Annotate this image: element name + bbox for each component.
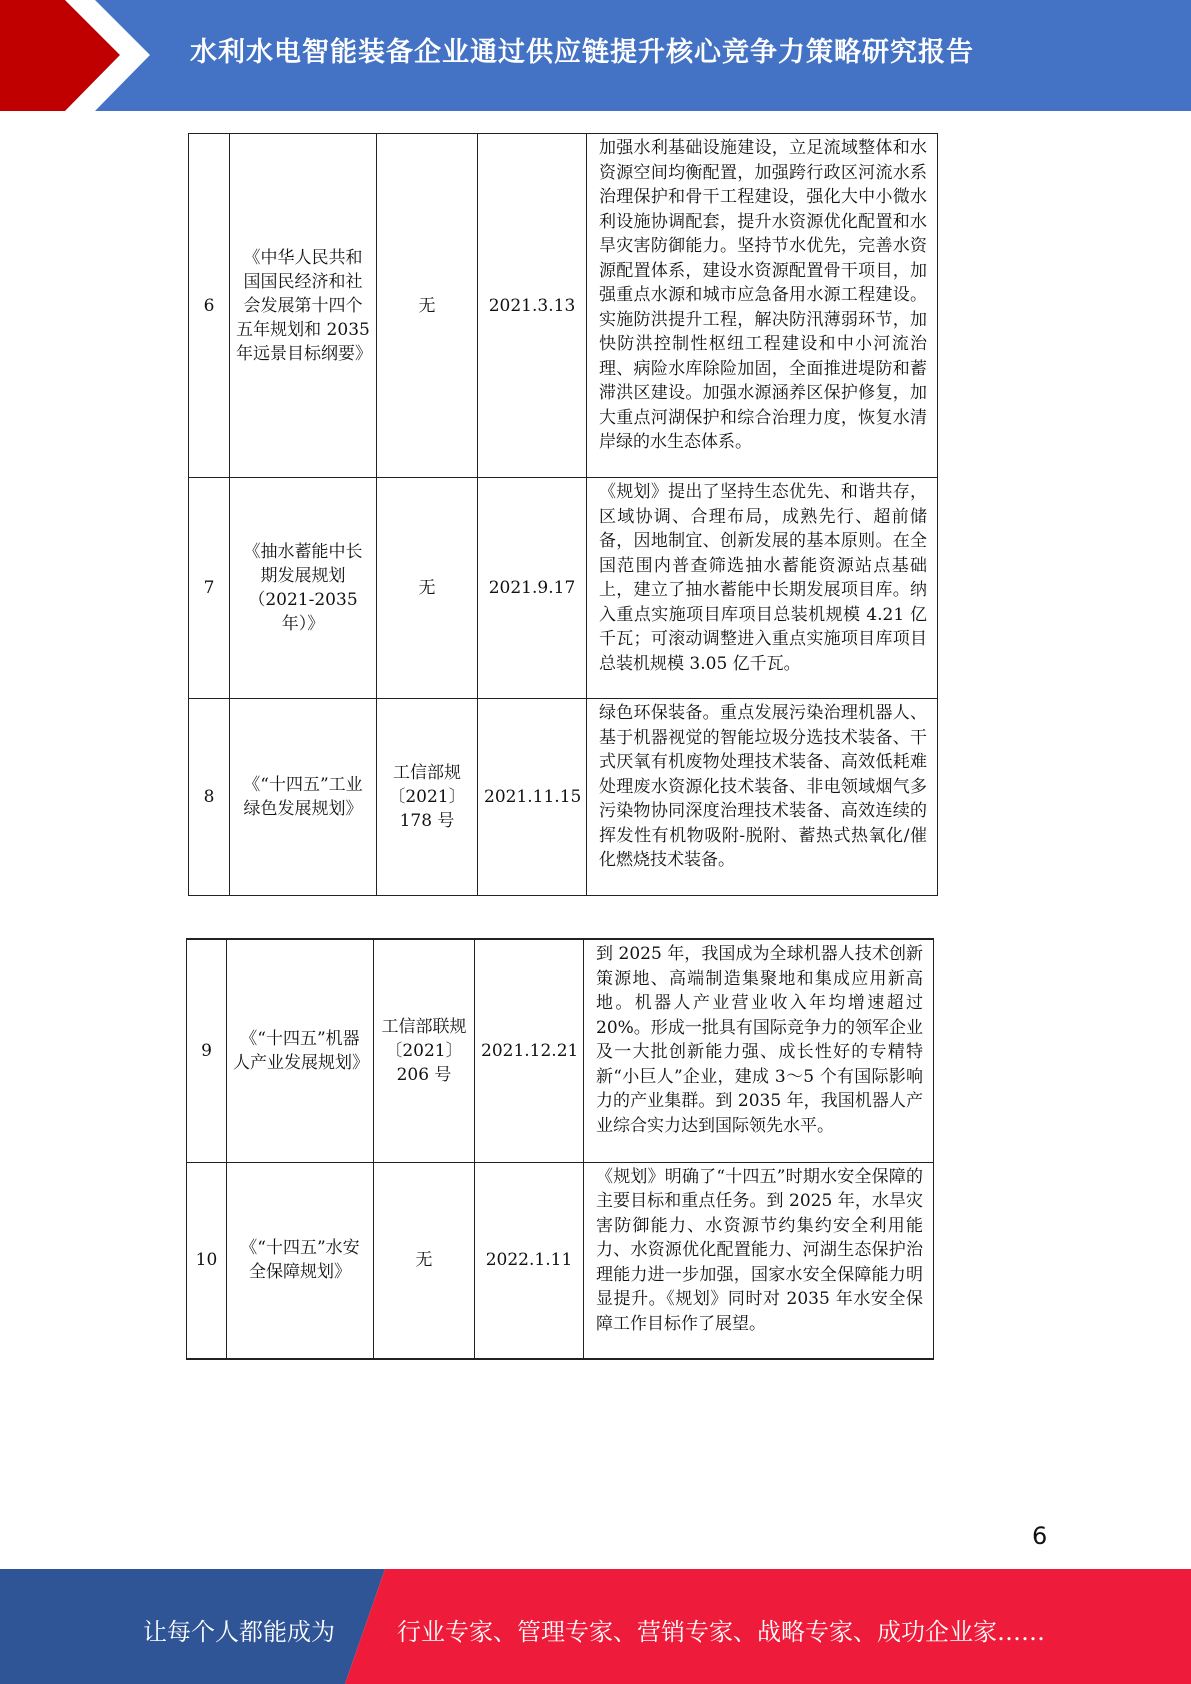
row-number: 7 xyxy=(189,478,230,699)
document-title: 水利水电智能装备企业通过供应链提升核心竞争力策略研究报告 xyxy=(190,37,974,68)
document-number: 无 xyxy=(377,478,478,699)
issue-date: 2021.9.17 xyxy=(478,478,587,699)
page-header xyxy=(0,0,1191,111)
table-row xyxy=(187,939,934,1162)
table-row xyxy=(189,699,938,896)
footer-slogan-left: 让每个人都能成为 xyxy=(143,1618,335,1646)
row-number: 6 xyxy=(189,134,230,478)
issue-date: 2021.3.13 xyxy=(478,134,587,478)
table-row xyxy=(187,1162,934,1359)
row-number: 9 xyxy=(187,939,227,1162)
footer-slogan-right: 行业专家、管理专家、营销专家、战略专家、成功企业家…… xyxy=(397,1618,1045,1646)
page-number: 6 xyxy=(1032,1522,1048,1550)
document-number: 无 xyxy=(374,1162,475,1359)
table-row xyxy=(189,134,938,478)
policy-content: 《规划》明确了“十四五”时期水安全保障的主要目标和重点任务。到 2025 年，水旱灾害防御能力、水资源节约集约安全利用能力、水资源优化配置能力、河湖生态保护治理能力进一步加强，国家水安全保障能力明显提升。《规划》同时对 2035 年水安全保障工作目标作了展望。 xyxy=(584,1162,934,1359)
page-footer xyxy=(0,1569,1191,1684)
policy-name: 《“十四五”水安全保障规划》 xyxy=(227,1162,374,1359)
policy-content: 加强水利基础设施建设，立足流域整体和水资源空间均衡配置，加强跨行政区河流水系治理保护和骨干工程建设，强化大中小微水利设施协调配套，提升水资源优化配置和水旱灾害防御能力。坚持节水优先，完善水资源配置体系，建设水资源配置骨干项目，加强重点水源和城市应急备用水源工程建设。实施防洪提升工程，解决防汛薄弱环节，加快防洪控制性枢纽工程建设和中小河流治理、病险水库除险加固，全面推进堤防和蓄滞洪区建设。加强水源涵养区保护修复，加大重点河湖保护和综合治理力度，恢复水清岸绿的水生态体系。 xyxy=(587,134,938,478)
issue-date: 2021.12.21 xyxy=(475,939,584,1162)
table-row xyxy=(189,478,938,699)
policy-table-part-1 xyxy=(188,133,938,896)
policy-name: 《中华人民共和国国民经济和社会发展第十四个五年规划和 2035 年远景目标纲要》 xyxy=(230,134,377,478)
policy-table-part-2 xyxy=(186,938,934,1360)
document-number: 工信部联规〔2021〕206 号 xyxy=(374,939,475,1162)
row-number: 10 xyxy=(187,1162,227,1359)
policy-name: 《“十四五”机器人产业发展规划》 xyxy=(227,939,374,1162)
document-number: 无 xyxy=(377,134,478,478)
issue-date: 2021.11.15 xyxy=(478,699,587,896)
issue-date: 2022.1.11 xyxy=(475,1162,584,1359)
document-number: 工信部规〔2021〕178 号 xyxy=(377,699,478,896)
policy-content: 到 2025 年，我国成为全球机器人技术创新策源地、高端制造集聚地和集成应用新高地。机器人产业营业收入年均增速超过 20%。形成一批具有国际竞争力的领军企业及一大批创新能力强、成长性好的专精特新“小巨人”企业，建成 3～5 个有国际影响力的产业集群。到 2035 年，我国机器人产业综合实力达到国际领先水平。 xyxy=(584,939,934,1162)
policy-name: 《“十四五”工业绿色发展规划》 xyxy=(230,699,377,896)
policy-content: 绿色环保装备。重点发展污染治理机器人、基于机器视觉的智能垃圾分选技术装备、干式厌氧有机废物处理技术装备、高效低耗难处理废水资源化技术装备、非电领域烟气多污染物协同深度治理技术装备、高效连续的挥发性有机物吸附-脱附、蓄热式热氧化/催化燃烧技术装备。 xyxy=(587,699,938,896)
policy-name: 《抽水蓄能中长期发展规划（2021-2035年）》 xyxy=(230,478,377,699)
policy-content: 《规划》提出了坚持生态优先、和谐共存，区域协调、合理布局，成熟先行、超前储备，因地制宜、创新发展的基本原则。在全国范围内普查筛选抽水蓄能资源站点基础上，建立了抽水蓄能中长期发展项目库。纳入重点实施项目库项目总装机规模 4.21 亿千瓦；可滚动调整进入重点实施项目库项目总装机规模 3.05 亿千瓦。 xyxy=(587,478,938,699)
row-number: 8 xyxy=(189,699,230,896)
